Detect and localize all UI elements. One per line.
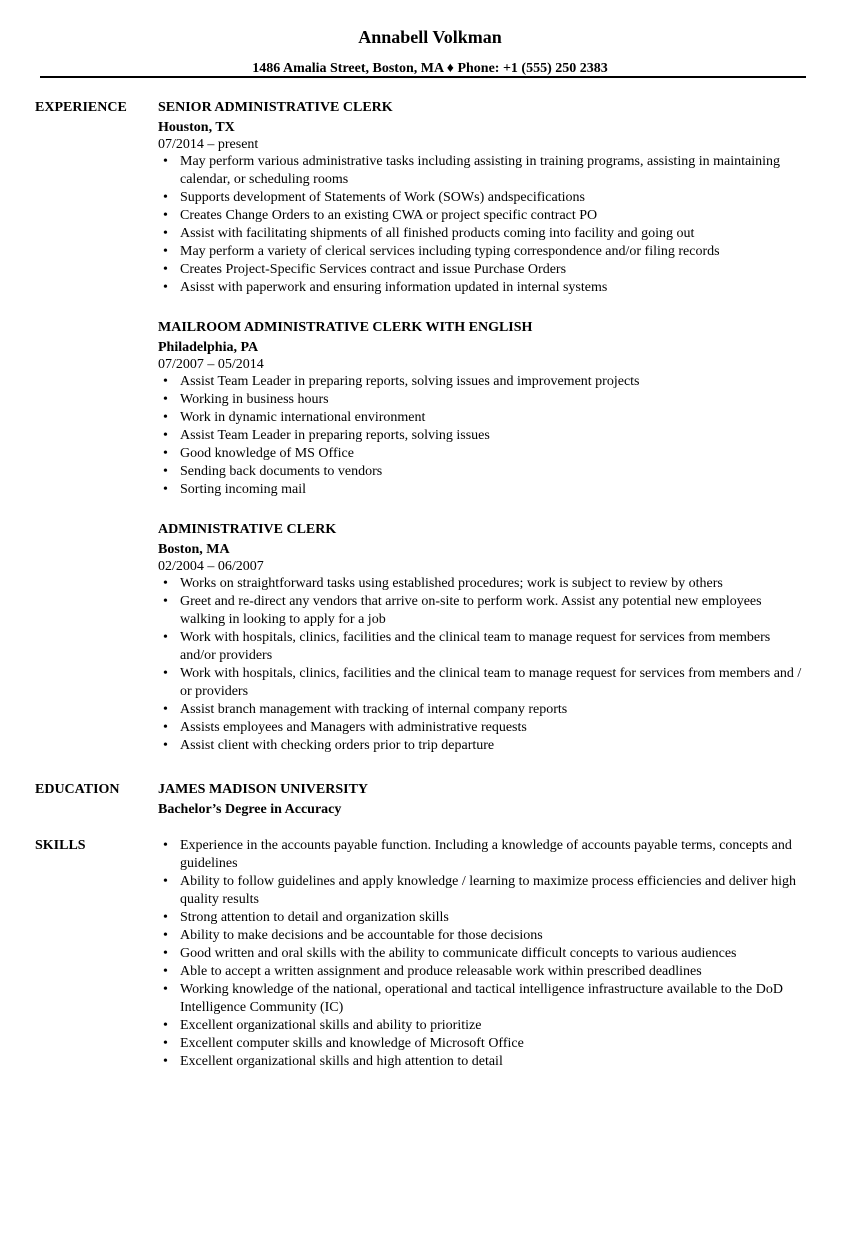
list-item: • Assists employees and Managers with administrative requests — [158, 719, 808, 737]
list-item: • May perform various administrative tasks including assisting in training programs, assisting in maintaining calendar, or scheduling rooms — [158, 153, 808, 189]
section-label-skills: SKILLS — [35, 838, 86, 853]
list-item: • Working knowledge of the national, operational and tactical intelligence infrastructure available to the DoD Intelligence Community (IC) — [158, 981, 808, 1017]
job-entry — [158, 319, 808, 499]
list-item: • Strong attention to detail and organization skills — [158, 909, 808, 927]
list-item: • Working in business hours — [158, 391, 808, 409]
job-dates: 07/2007 – 05/2014 — [158, 357, 264, 372]
list-item: • Work in dynamic international environment — [158, 409, 808, 427]
section-label-experience: EXPERIENCE — [35, 100, 127, 115]
list-item: • Greet and re-direct any vendors that arrive on-site to perform work. Assist any potential new employees walking in looking to apply for a job — [158, 593, 808, 629]
degree: Bachelor’s Degree in Accuracy — [158, 802, 342, 817]
list-item: • Ability to make decisions and be accountable for those decisions — [158, 927, 808, 945]
job-entry — [158, 521, 808, 755]
list-item: • Good knowledge of MS Office — [158, 445, 808, 463]
experience-body — [158, 99, 808, 777]
list-item: • Assist branch management with tracking of internal company reports — [158, 701, 808, 719]
job-title: MAILROOM ADMINISTRATIVE CLERK WITH ENGLISH — [158, 320, 533, 335]
job-location: Boston, MA — [158, 542, 230, 557]
list-item: • Ability to follow guidelines and apply knowledge / learning to maximize process efficiencies and deliver high quality results — [158, 873, 808, 909]
list-item: • Excellent organizational skills and high attention to detail — [158, 1053, 808, 1071]
skills-list — [158, 837, 808, 1071]
job-location: Houston, TX — [158, 120, 235, 135]
list-item: • Assist Team Leader in preparing reports, solving issues — [158, 427, 808, 445]
candidate-name: Annabell Volkman — [358, 27, 502, 47]
job-location: Philadelphia, PA — [158, 340, 259, 355]
list-item: • May perform a variety of clerical services including typing correspondence and/or filing records — [158, 243, 808, 261]
list-item: • Asisst with paperwork and ensuring information updated in internal systems — [158, 279, 808, 297]
list-item: • Creates Change Orders to an existing CWA or project specific contract PO — [158, 207, 808, 225]
job-entry — [158, 99, 808, 297]
education-body — [158, 781, 808, 819]
resume-header — [0, 26, 860, 78]
list-item: • Work with hospitals, clinics, facilities and the clinical team to manage request for services from members and/or providers — [158, 629, 808, 665]
skills-body — [158, 837, 808, 1071]
list-item: • Sorting incoming mail — [158, 481, 808, 499]
job-bullets — [158, 153, 808, 297]
list-item: • Good written and oral skills with the ability to communicate difficult concepts to various audiences — [158, 945, 808, 963]
section-label-education: EDUCATION — [35, 782, 120, 797]
list-item: • Assist client with checking orders prior to trip departure — [158, 737, 808, 755]
list-item: • Able to accept a written assignment and produce releasable work within prescribed deadlines — [158, 963, 808, 981]
contact-line: 1486 Amalia Street, Boston, MA ♦ Phone: +1 (555) 250 2383 — [252, 61, 608, 76]
list-item: • Supports development of Statements of Work (SOWs) andspecifications — [158, 189, 808, 207]
list-item: • Assist Team Leader in preparing reports, solving issues and improvement projects — [158, 373, 808, 391]
list-item: • Assist with facilitating shipments of all finished products coming into facility and going out — [158, 225, 808, 243]
school-name: JAMES MADISON UNIVERSITY — [158, 782, 369, 797]
list-item: • Creates Project-Specific Services contract and issue Purchase Orders — [158, 261, 808, 279]
list-item: • Works on straightforward tasks using established procedures; work is subject to review by others — [158, 575, 808, 593]
job-title: SENIOR ADMINISTRATIVE CLERK — [158, 100, 393, 115]
list-item: • Sending back documents to vendors — [158, 463, 808, 481]
list-item: • Excellent computer skills and knowledge of Microsoft Office — [158, 1035, 808, 1053]
list-item: • Excellent organizational skills and ability to prioritize — [158, 1017, 808, 1035]
list-item: • Experience in the accounts payable function. Including a knowledge of accounts payable terms, concepts and guidelines — [158, 837, 808, 873]
list-item: • Work with hospitals, clinics, facilities and the clinical team to manage request for services from members and / or providers — [158, 665, 808, 701]
job-bullets — [158, 575, 808, 755]
job-bullets — [158, 373, 808, 499]
job-dates: 02/2004 – 06/2007 — [158, 559, 264, 574]
job-title: ADMINISTRATIVE CLERK — [158, 522, 337, 537]
job-dates: 07/2014 – present — [158, 137, 259, 152]
header-divider — [40, 76, 806, 78]
